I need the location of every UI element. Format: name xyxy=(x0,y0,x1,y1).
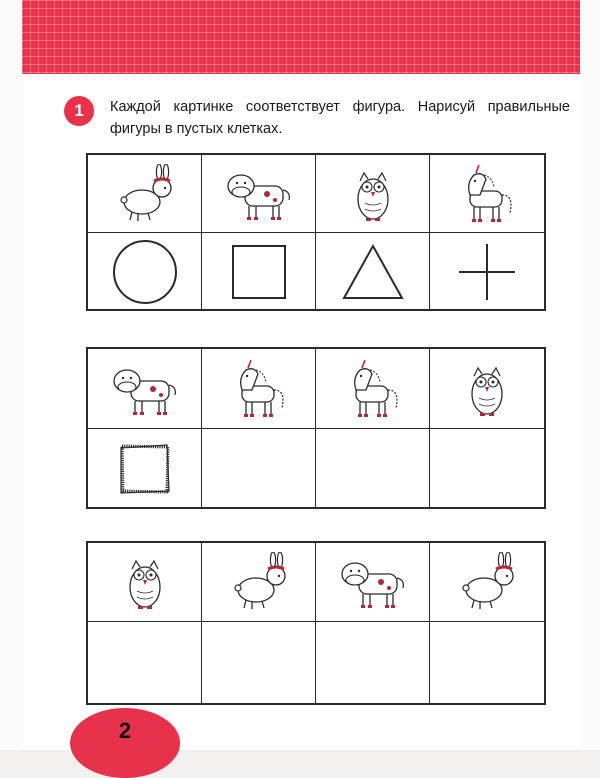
ex1-answer-cell-1[interactable] xyxy=(88,429,202,509)
legend-shape-cell-2 xyxy=(202,233,316,311)
ex2-animal-cell-2 xyxy=(202,543,316,622)
cow-icon xyxy=(337,552,409,612)
legend-animal-cell-1 xyxy=(88,155,202,233)
ex1-animal-cell-2 xyxy=(202,349,316,429)
legend-grid xyxy=(86,153,546,311)
header-band xyxy=(22,0,580,74)
ex1-answer-cell-3[interactable] xyxy=(316,429,430,509)
legend-animal-cell-3 xyxy=(316,155,430,233)
legend-shape-cell-3 xyxy=(316,233,430,311)
task-instruction: Каждой картинке соответствует фигура. Нарисуй правильные фигуры в пустых клетках. xyxy=(110,99,570,137)
legend-animal-cell-2 xyxy=(202,155,316,233)
ex2-animal-cell-3 xyxy=(316,543,430,622)
square-shape-icon xyxy=(230,243,288,301)
ex1-answer-cell-4[interactable] xyxy=(430,429,544,509)
unicorn-icon xyxy=(342,358,404,420)
task-number-badge: 1 xyxy=(64,96,94,126)
legend-shape-cell-4 xyxy=(430,233,544,311)
ex2-animal-cell-4 xyxy=(430,543,544,622)
owl-icon xyxy=(121,551,169,613)
ex1-animal-cell-4 xyxy=(430,349,544,429)
ex2-answer-cell-1[interactable] xyxy=(88,622,202,705)
triangle-shape-icon xyxy=(340,242,406,302)
legend-shape-cell-1 xyxy=(88,233,202,311)
cow-icon xyxy=(223,164,295,224)
page-number: 2 xyxy=(118,718,132,743)
ex2-animal-cell-1 xyxy=(88,543,202,622)
cow-icon xyxy=(109,359,181,419)
unicorn-icon xyxy=(228,358,290,420)
bunny-icon xyxy=(224,552,294,612)
unicorn-icon xyxy=(456,163,518,225)
ex1-animal-cell-1 xyxy=(88,349,202,429)
square-shape-icon xyxy=(117,441,173,497)
ex1-animal-cell-3 xyxy=(316,349,430,429)
ex2-answer-cell-3[interactable] xyxy=(316,622,430,705)
bunny-icon xyxy=(110,164,180,224)
exercise-grid-2 xyxy=(86,541,546,705)
ex2-answer-cell-4[interactable] xyxy=(430,622,544,705)
owl-icon xyxy=(349,163,397,225)
bunny-icon xyxy=(452,552,522,612)
owl-icon xyxy=(463,358,511,420)
ex1-answer-cell-2[interactable] xyxy=(202,429,316,509)
exercise-grid-1 xyxy=(86,347,546,509)
plus-shape-icon xyxy=(457,242,517,302)
legend-animal-cell-4 xyxy=(430,155,544,233)
circle-shape-icon xyxy=(110,237,180,307)
ex2-answer-cell-2[interactable] xyxy=(202,622,316,705)
